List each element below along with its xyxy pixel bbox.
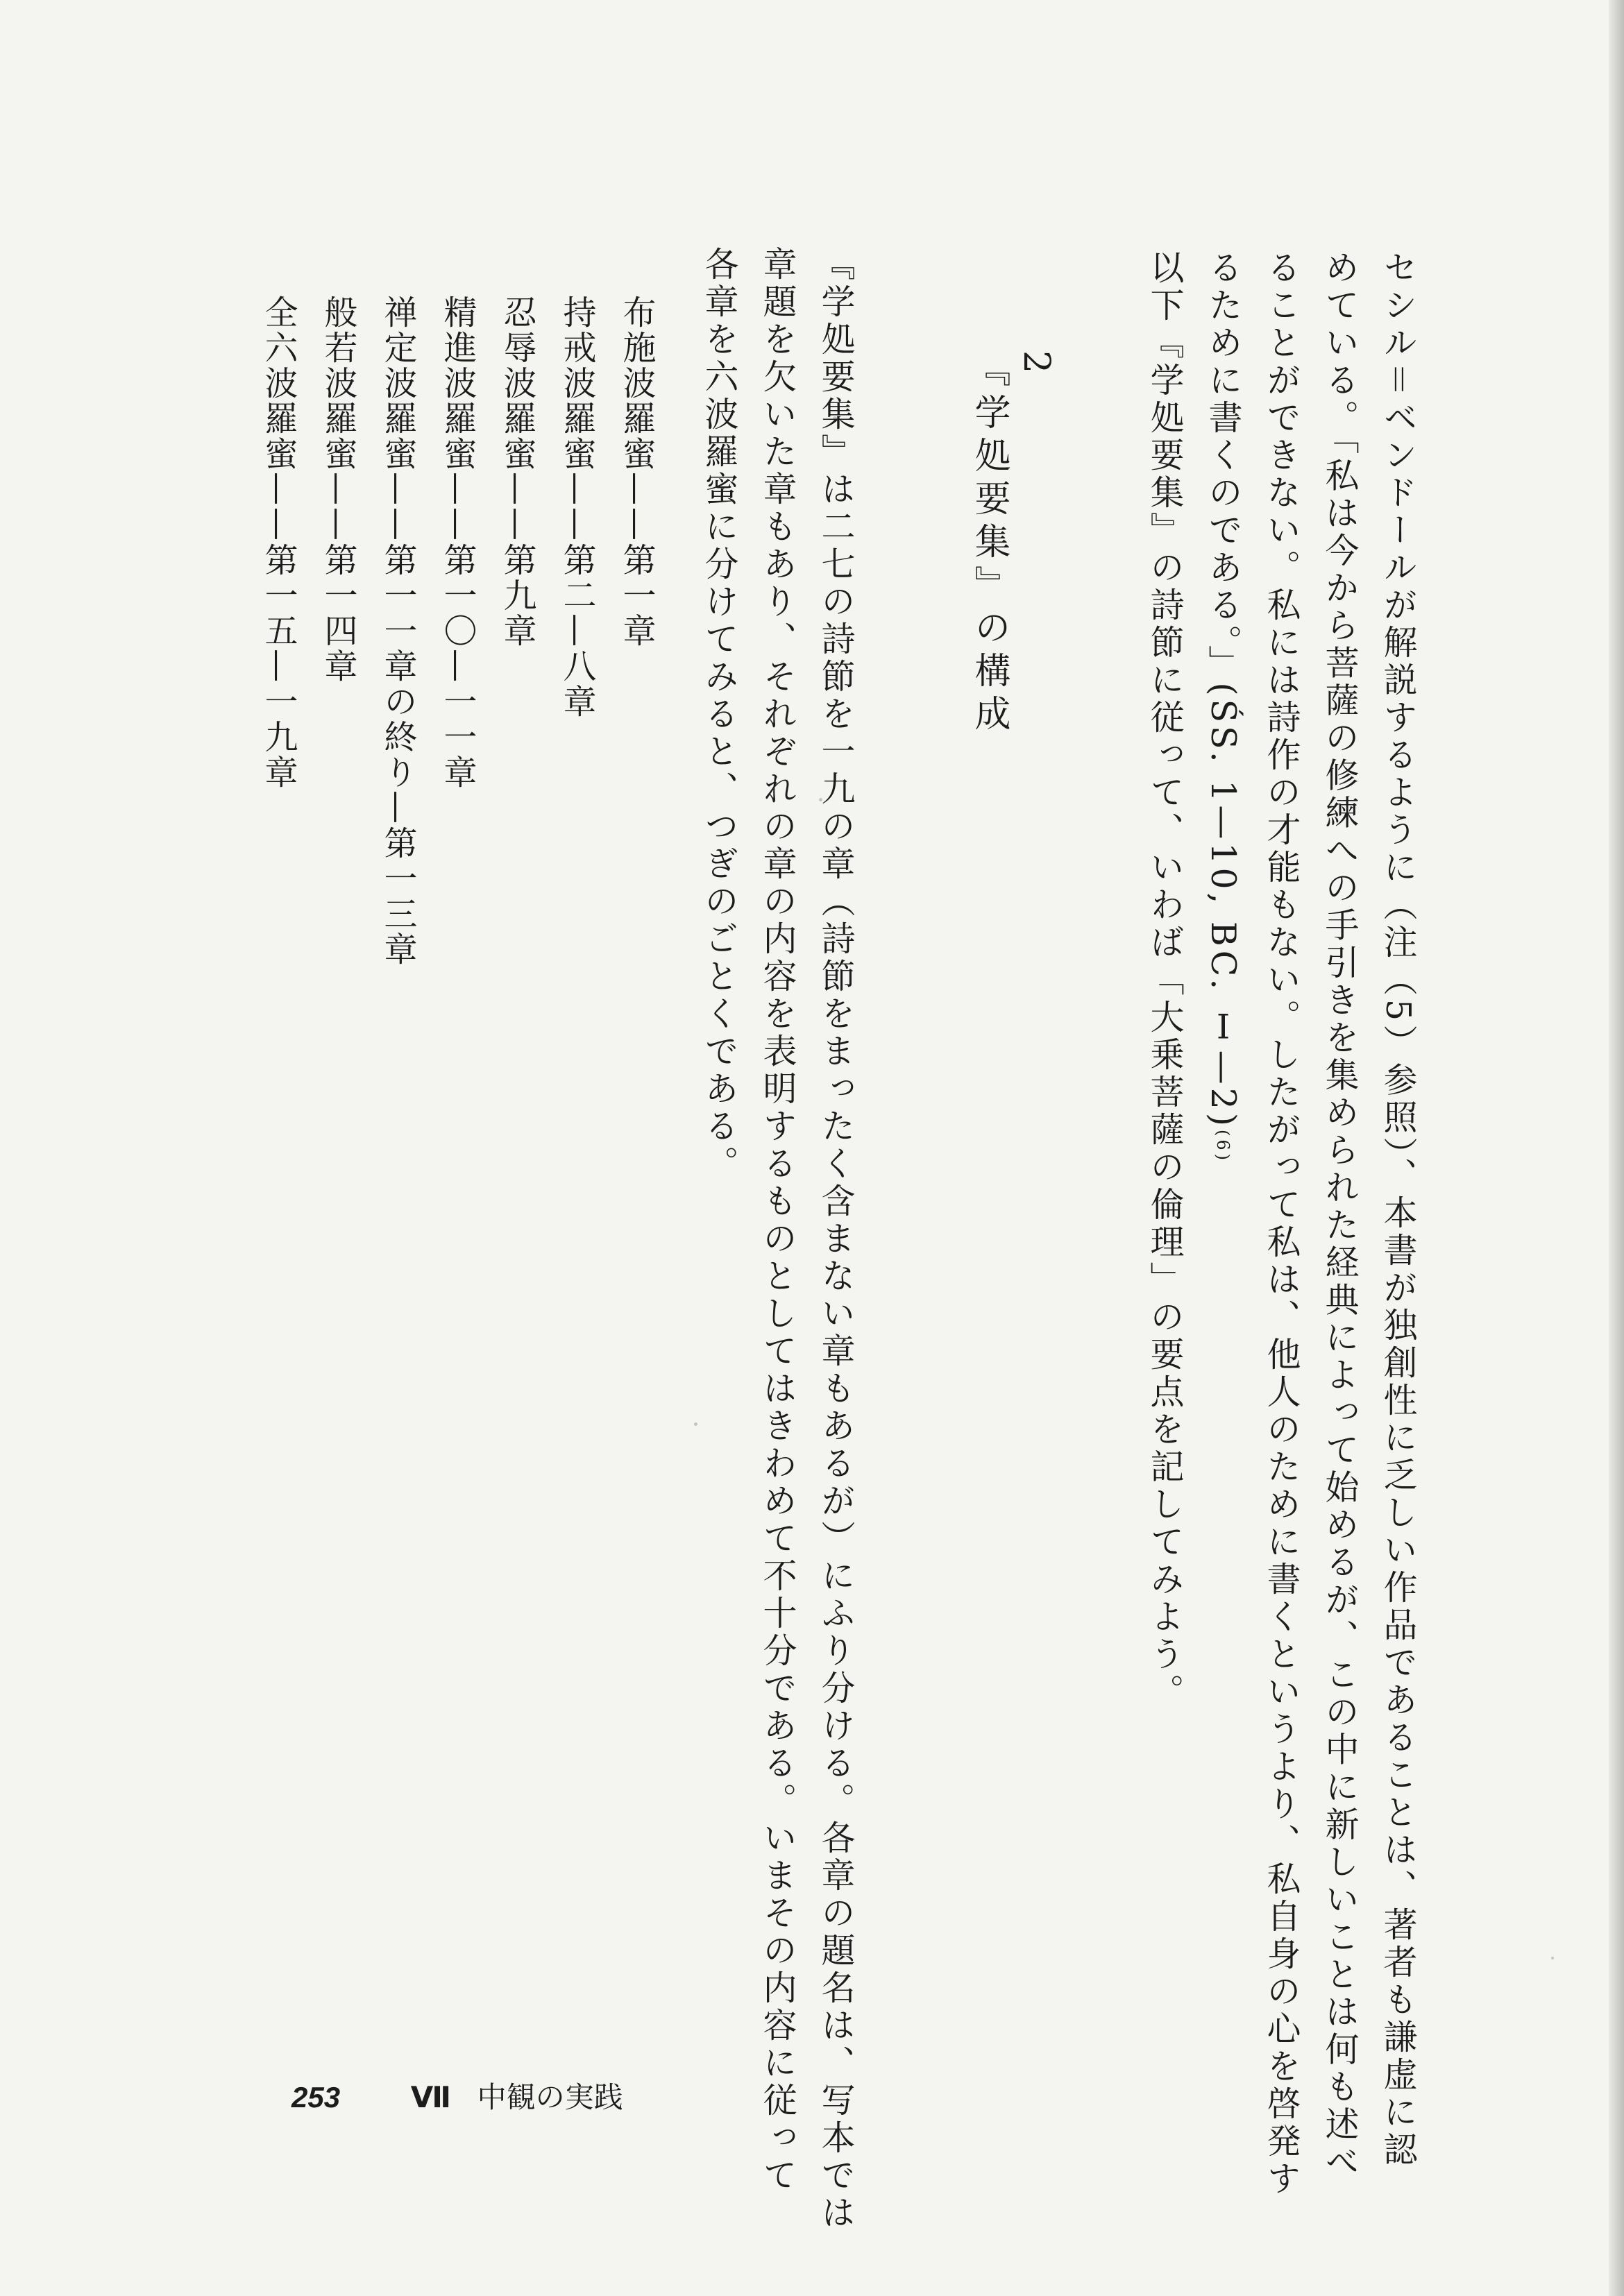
chapter-list-item: 精進波羅蜜——第一〇—一一章 xyxy=(438,295,477,790)
chapter-list xyxy=(248,295,666,967)
paragraph2: 以下『学処要集』の詩節に従って、いわば「大乗菩薩の倫理」の要点を記してみよう。 xyxy=(1145,250,1185,1711)
paragraph1-line4-text: るために書くのである。」(ŚS. 1—10, BC. Ⅰ—2) xyxy=(1203,250,1243,1130)
page-number: 253 xyxy=(291,2081,341,2114)
chapter-numeral: Ⅶ xyxy=(410,2081,451,2114)
page-footer xyxy=(291,2075,623,2116)
chapter-list-item: 持戒波羅蜜——第二—八章 xyxy=(557,295,596,720)
scan-speck xyxy=(694,1422,697,1426)
chapter-list-item: 忍辱波羅蜜——第九章 xyxy=(498,295,536,649)
chapter-list-item: 布施波羅蜜——第一章 xyxy=(617,295,656,649)
running-title: 中観の実践 xyxy=(477,2080,623,2114)
scan-speck xyxy=(1551,1957,1554,1959)
chapter-list-item: 禅定波羅蜜——第一一章の終り—第一三章 xyxy=(378,295,417,967)
paragraph1-line4 xyxy=(1194,250,1252,1164)
chapter-list-item: 般若波羅蜜——第一四章 xyxy=(319,295,357,684)
paragraph3-line2: 章題を欠いた章もあり、それぞれの章の内容を表明するものとしてはきわめて不十分である。いまその内容に従って xyxy=(758,246,797,2195)
chapter-list-item: 全六波羅蜜——第一五—一九章 xyxy=(259,295,298,790)
footnote-mark: (6) xyxy=(1213,1129,1233,1164)
scan-edge xyxy=(1609,0,1624,2296)
section-number: 2 xyxy=(1015,350,1057,381)
paragraph1-line1: セシル＝ベンドールが解説するように（注（5）参照）、本書が独創性に乏しい作品であることは、著者も謙虚に認 xyxy=(1378,250,1418,2169)
paragraph1-line3: ることができない。私には詩作の才能もない。したがって私は、他人のために書くというより、私自身の心を啓発す xyxy=(1262,250,1301,2198)
paragraph3-line1: 『学処要集』は二七の詩節を一九の章（詩節をまったく含まない章もあるが）にふり分ける。各章の題名は、写本では xyxy=(816,246,856,2232)
paragraph1-line2: めている。「私は今から菩薩の修練への手引きを集められた経典によって始めるが、この中に新しいことは何も述べ xyxy=(1320,250,1360,2182)
section-title: 『学処要集』の構成 xyxy=(968,350,1010,738)
paragraph3-line3: 各章を六波羅蜜に分けてみると、つぎのごとくである。 xyxy=(700,246,739,1183)
section-heading xyxy=(963,350,1057,738)
